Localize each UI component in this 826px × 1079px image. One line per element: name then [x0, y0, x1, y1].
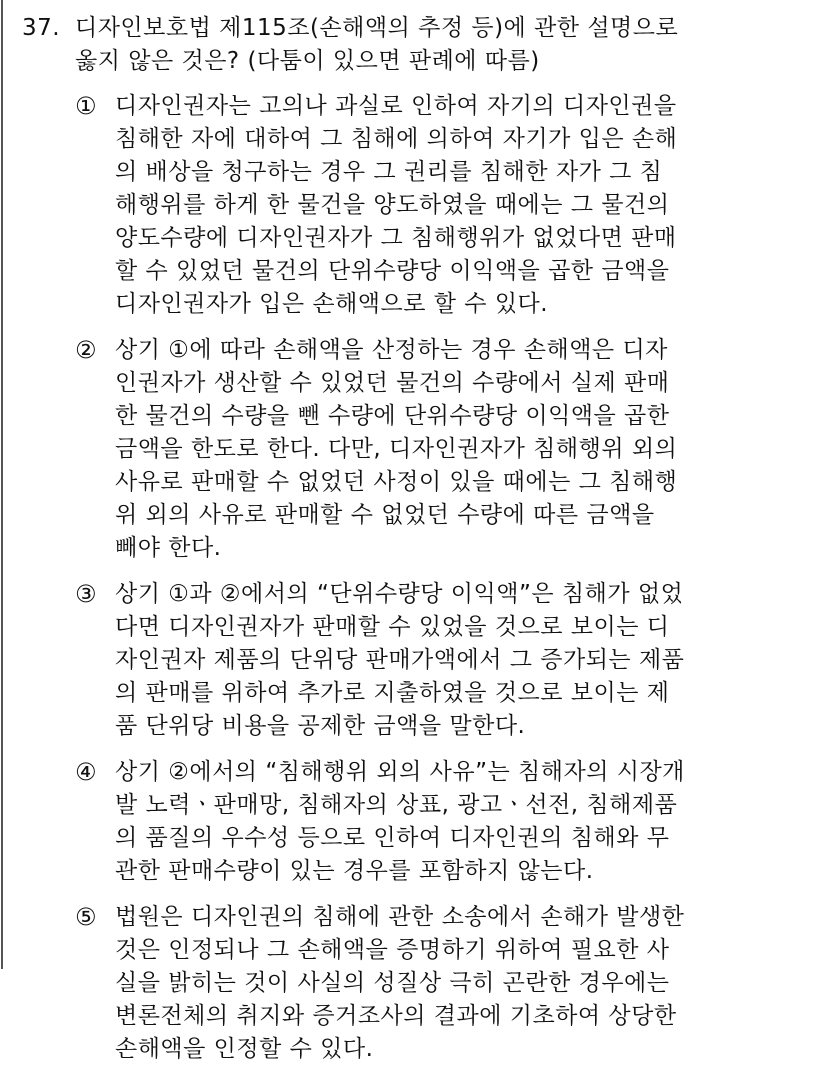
option-line: 위 외의 사유로 판매할 수 없었던 수량에 따른 금액을 — [115, 502, 655, 528]
option-line: 것은 인정되나 그 손해액을 증명하기 위하여 필요한 사 — [115, 937, 670, 963]
option-text — [115, 756, 812, 888]
option-line: 의 배상을 청구하는 경우 그 권리를 침해한 자가 그 침 — [115, 159, 663, 185]
question-number: 37. — [22, 15, 61, 41]
option-line: 상기 ①과 ②에서의 “단위수량당 이익액”은 침해가 없었 — [115, 581, 684, 607]
option-line: 사유로 판매할 수 없었던 사정이 있을 때에는 그 침해행 — [115, 469, 678, 495]
option-line: 손해액을 인정할 수 있다. — [115, 1036, 374, 1062]
option-marker: ⑤ — [75, 903, 98, 931]
option-line: 할 수 있었던 물건의 단위수량당 이익액을 곱한 금액을 — [115, 258, 670, 284]
option-line: 의 품질의 우수성 등으로 인하여 디자인권의 침해와 무 — [115, 825, 670, 851]
option-marker: ① — [75, 92, 98, 120]
exam-question — [22, 12, 812, 1079]
option-text — [115, 334, 812, 565]
option-line: 한 물건의 수량을 뺀 수량에 단위수량당 이익액을 곱한 — [115, 403, 670, 429]
option-line: 디자인권자는 고의나 과실로 인하여 자기의 디자인권을 — [115, 93, 677, 119]
option-text — [115, 90, 812, 321]
stem-line: 옳지 않은 것은? (다툼이 있으면 판례에 따름) — [75, 48, 540, 74]
option-line: 금액을 한도로 한다. 다만, 디자인권자가 침해행위 외의 — [115, 436, 678, 462]
option-line: 인권자가 생산할 수 있었던 물건의 수량에서 실제 판매 — [115, 370, 670, 396]
option-4[interactable] — [75, 756, 812, 888]
option-line: 발 노력ㆍ판매망, 침해자의 상표, 광고ㆍ선전, 침해제품 — [115, 792, 678, 818]
option-text — [115, 578, 812, 743]
option-line: 자인권자 제품의 단위당 판매가액에서 그 증가되는 제품 — [115, 647, 685, 673]
option-5[interactable] — [75, 901, 812, 1066]
answer-options — [75, 90, 812, 1066]
option-line: 의 판매를 위하여 추가로 지출하였을 것으로 보이는 제 — [115, 680, 670, 706]
option-line: 상기 ①에 따라 손해액을 산정하는 경우 손해액은 디자 — [115, 337, 668, 363]
option-line: 다면 디자인권자가 판매할 수 있었을 것으로 보이는 디 — [115, 614, 670, 640]
left-border-rule — [1, 0, 3, 969]
option-text — [115, 901, 812, 1066]
option-marker: ④ — [75, 758, 98, 786]
option-line: 빼야 한다. — [115, 535, 222, 561]
option-line: 침해한 자에 대하여 그 침해에 의하여 자기가 입은 손해 — [115, 126, 678, 152]
stem-line: 디자인보호법 제115조(손해액의 추정 등)에 관한 설명으로 — [75, 15, 679, 41]
option-line: 관한 판매수량이 있는 경우를 포함하지 않는다. — [115, 858, 594, 884]
option-line: 해행위를 하게 한 물건을 양도하였을 때에는 그 물건의 — [115, 192, 670, 218]
question-header — [22, 12, 812, 78]
option-marker: ③ — [75, 580, 98, 608]
option-line: 품 단위당 비용을 공제한 금액을 말한다. — [115, 713, 526, 739]
option-line: 상기 ②에서의 “침해행위 외의 사유”는 침해자의 시장개 — [115, 759, 685, 785]
option-line: 디자인권자가 입은 손해액으로 할 수 있다. — [115, 291, 549, 317]
question-stem — [75, 12, 812, 78]
option-line: 법원은 디자인권의 침해에 관한 소송에서 손해가 발생한 — [115, 904, 685, 930]
option-line: 변론전체의 취지와 증거조사의 결과에 기초하여 상당한 — [115, 1003, 677, 1029]
option-marker: ② — [75, 336, 98, 364]
option-1[interactable] — [75, 90, 812, 321]
option-line: 양도수량에 디자인권자가 그 침해행위가 없었다면 판매 — [115, 225, 677, 251]
option-2[interactable] — [75, 334, 812, 565]
option-line: 실을 밝히는 것이 사실의 성질상 극히 곤란한 경우에는 — [115, 970, 670, 996]
option-3[interactable] — [75, 578, 812, 743]
